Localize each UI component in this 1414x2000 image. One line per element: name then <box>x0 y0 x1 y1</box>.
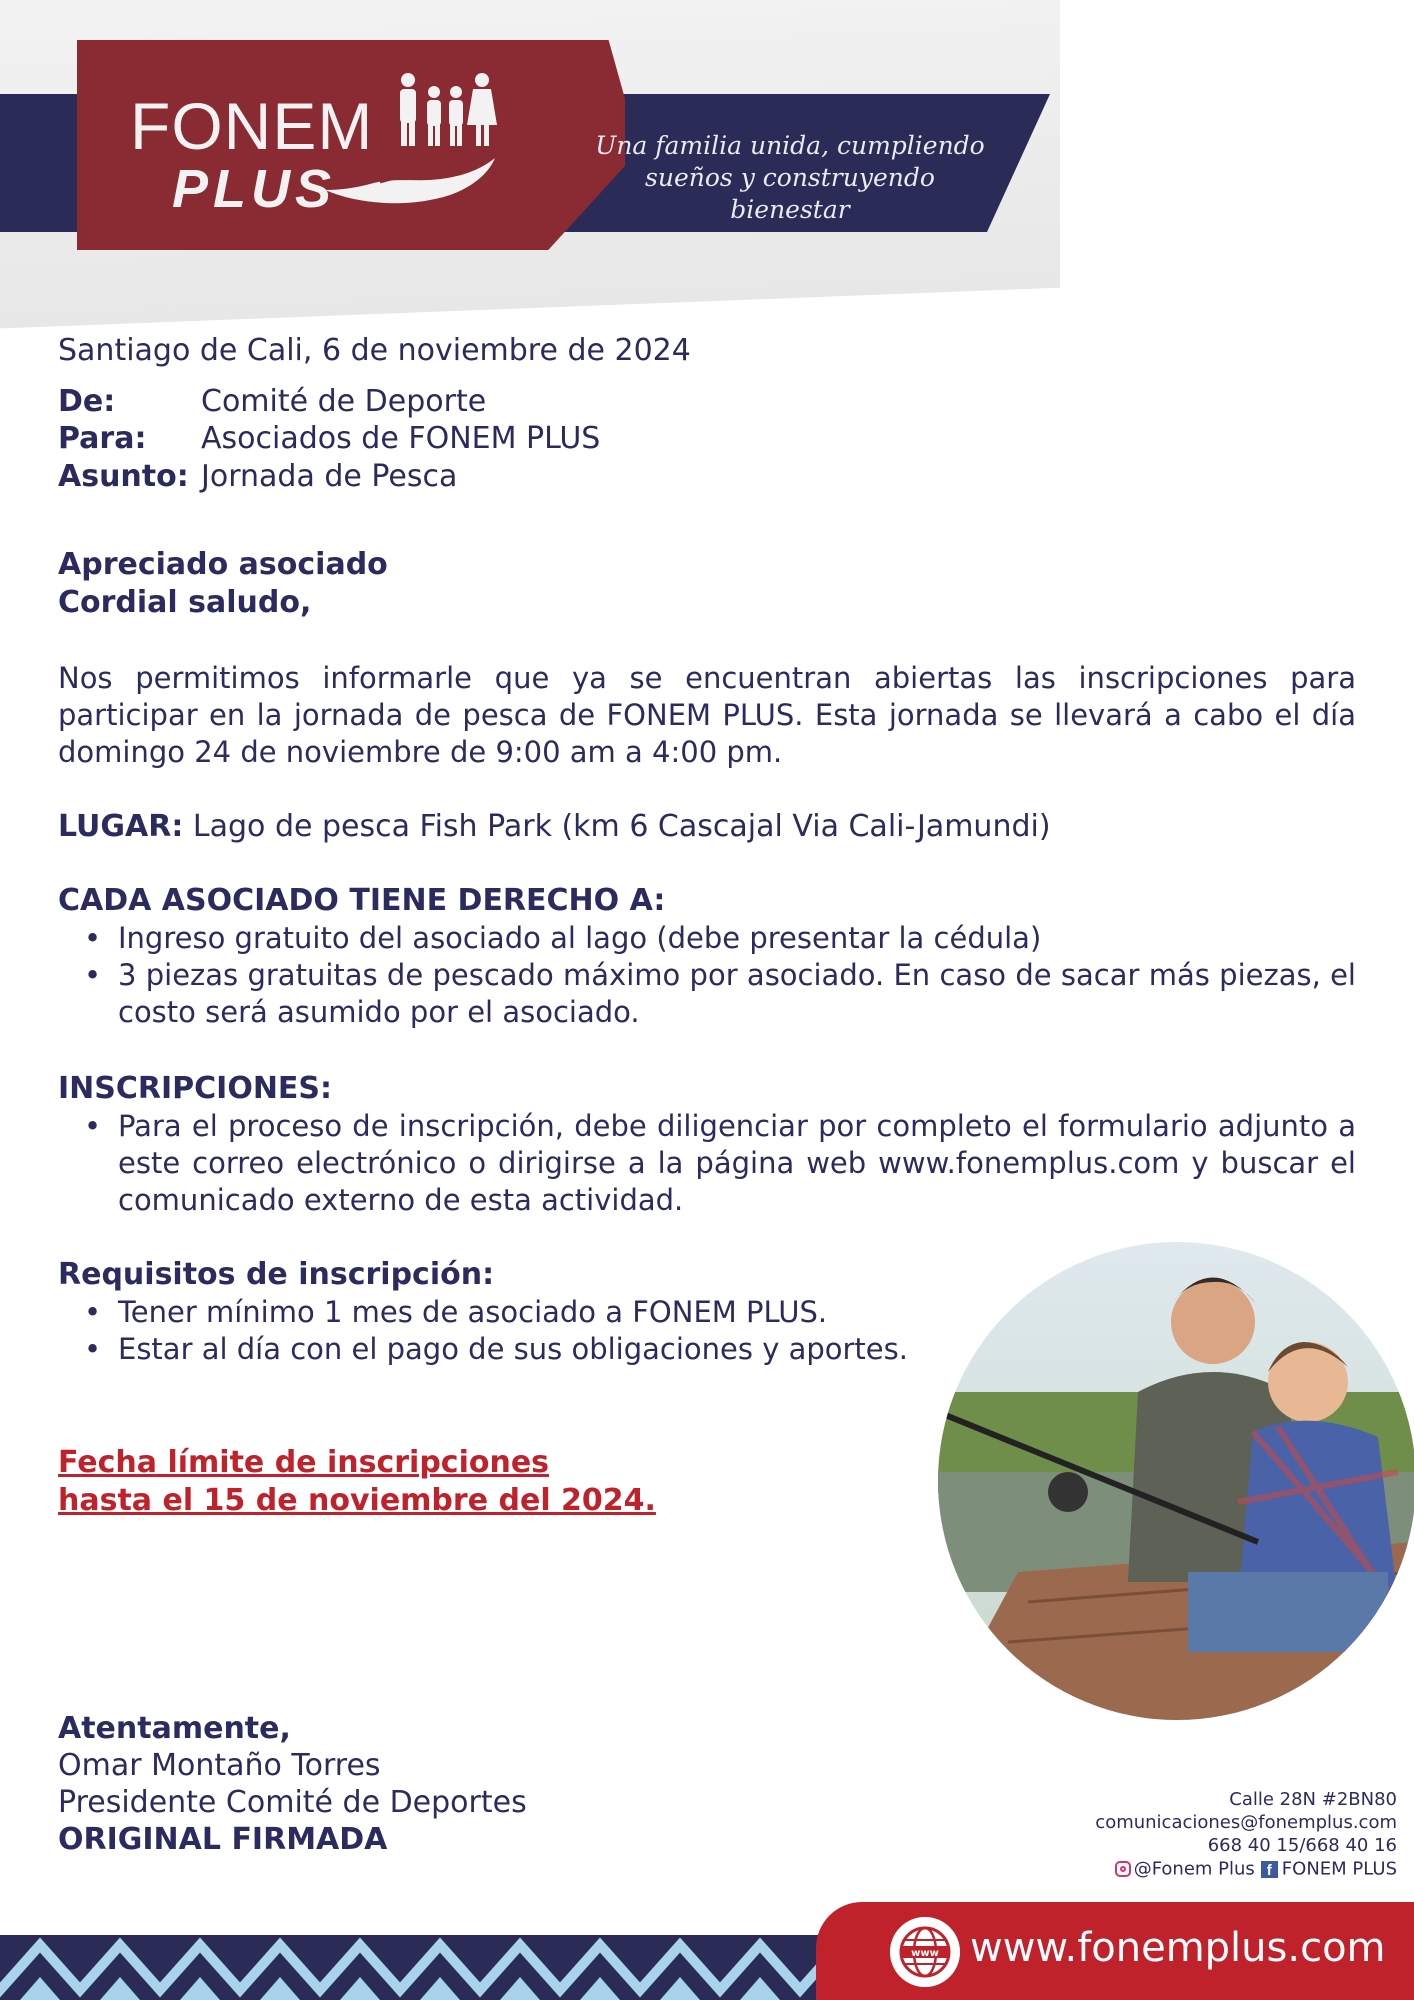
slogan-line: sueños y construyendo bienestar <box>645 163 935 224</box>
from-value: Comité de Deporte <box>201 384 487 419</box>
facebook-icon: f <box>1261 1861 1278 1878</box>
social-row <box>1095 1857 1397 1881</box>
svg-text:www: www <box>911 1948 939 1959</box>
list-item: • 3 piezas gratuitas de pescado máximo por asociado. En caso de sacar más piezas, el costo será asumido por el asociado. <box>118 957 1356 1031</box>
facebook-handle[interactable]: FONEM PLUS <box>1281 1858 1397 1880</box>
signature-note: ORIGINAL FIRMADA <box>58 1822 388 1857</box>
brand-name: FONEM <box>130 89 374 163</box>
closing: Atentamente, <box>58 1711 291 1746</box>
instagram-handle[interactable]: @Fonem Plus <box>1133 1858 1255 1880</box>
rights-list <box>58 920 1356 1031</box>
to-value: Asociados de FONEM PLUS <box>201 421 601 456</box>
signer-name: Omar Montaño Torres <box>58 1748 381 1783</box>
hand-icon <box>320 150 500 210</box>
letter-date: Santiago de Cali, 6 de noviembre de 2024 <box>58 333 691 368</box>
rights-heading: CADA ASOCIADO TIENE DERECHO A: <box>58 883 666 918</box>
deadline-line: Fecha límite de inscripciones <box>58 1445 550 1480</box>
subject-row <box>58 459 457 494</box>
to-row <box>58 421 600 456</box>
list-item: • Tener mínimo 1 mes de asociado a FONEM PLUS. <box>118 1294 958 1331</box>
deadline-notice <box>58 1444 656 1520</box>
signer-title: Presidente Comité de Deportes <box>58 1785 527 1820</box>
requirements-list <box>58 1294 958 1368</box>
greeting-line: Apreciado asociado <box>58 547 388 582</box>
from-row <box>58 384 486 419</box>
subject-value: Jornada de Pesca <box>201 459 458 494</box>
footer-website-link[interactable]: www.fonemplus.com <box>970 1925 1386 1971</box>
intro-paragraph: Nos permitimos informarle que ya se encuentran abiertas las inscripciones para participar en la jornada de pesca de FONEM PLUS. Esta jornada se llevará a cabo el día domingo 24 de noviembre de 9:00 am a 4:00 pm. <box>58 661 1356 769</box>
address: Calle 28N #2BN80 <box>1229 1789 1397 1810</box>
list-item: • Estar al día con el pago de sus obligaciones y aportes. <box>118 1331 958 1368</box>
phones: 668 40 15/668 40 16 <box>1207 1835 1397 1856</box>
footer-pattern <box>0 1935 820 2000</box>
deadline-line: hasta el 15 de noviembre del 2024. <box>58 1483 656 1518</box>
list-item: • Ingreso gratuito del asociado al lago (debe presentar la cédula) <box>118 920 1356 957</box>
brand-subname: PLUS <box>172 159 337 219</box>
slogan-line: Una familia unida, cumpliendo <box>595 131 985 160</box>
greeting-line: Cordial saludo, <box>58 585 312 620</box>
to-label: Para: <box>58 421 147 456</box>
place-label: LUGAR: <box>58 809 184 844</box>
place-line <box>58 808 1051 845</box>
email[interactable]: comunicaciones@fonemplus.com <box>1095 1812 1397 1833</box>
slogan <box>590 130 990 226</box>
requirements-heading: Requisitos de inscripción: <box>58 1257 495 1292</box>
contact-block <box>1095 1788 1397 1881</box>
from-label: De: <box>58 384 116 419</box>
subject-label: Asunto: <box>58 459 189 494</box>
list-item: • Para el proceso de inscripción, debe diligenciar por completo el formulario adjunto a este correo electrónico o dirigirse a la página web www.fonemplus.com y buscar el comunicado externo de esta actividad. <box>118 1108 1356 1219</box>
registration-heading: INSCRIPCIONES: <box>58 1071 333 1106</box>
place-value: Lago de pesca Fish Park (km 6 Cascajal Via Cali-Jamundi) <box>192 809 1051 844</box>
family-icon <box>390 70 500 150</box>
father-son-fishing-photo <box>938 1242 1414 1720</box>
registration-list <box>58 1108 1356 1219</box>
www-globe-icon <box>890 1917 960 1987</box>
instagram-icon <box>1115 1861 1131 1877</box>
